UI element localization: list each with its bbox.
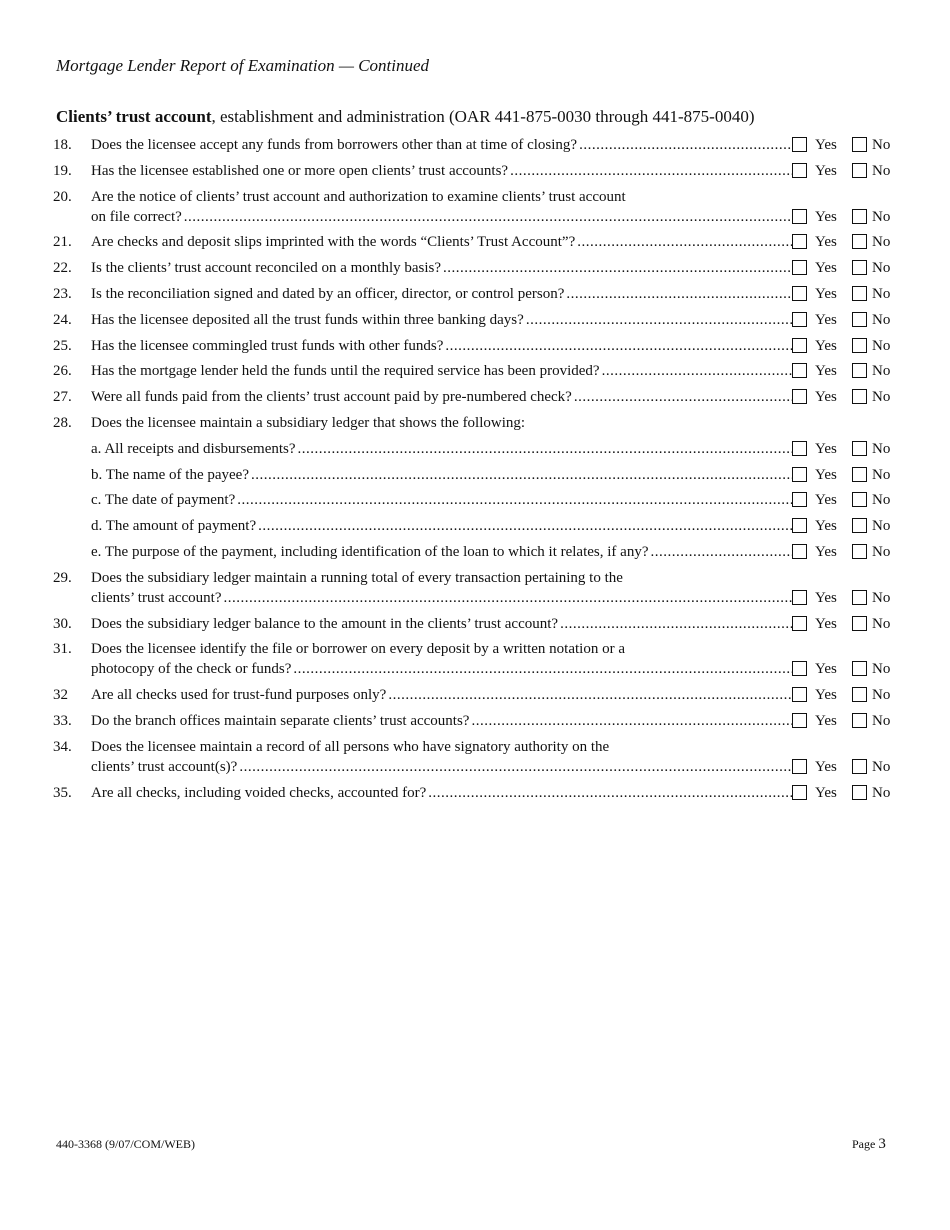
- checkbox-box[interactable]: [852, 616, 867, 631]
- question-row: [0, 491, 950, 509]
- dot-leader: [237, 491, 792, 509]
- question-text: [91, 660, 792, 678]
- question-text-line: Are all checks used for trust-fund purposes only?: [91, 687, 387, 704]
- question-text: [91, 362, 792, 380]
- yes-label: Yes: [815, 589, 837, 606]
- question-number: 23.: [53, 286, 72, 302]
- checkbox-box[interactable]: [852, 363, 867, 378]
- question-number: 26.: [53, 363, 72, 380]
- no-label: No: [872, 234, 891, 251]
- yes-label: Yes: [815, 389, 837, 406]
- no-label: No: [872, 286, 891, 302]
- checkbox-box[interactable]: [852, 312, 867, 327]
- yes-label: Yes: [815, 784, 837, 801]
- checkbox-box[interactable]: [852, 590, 867, 605]
- checkbox-box[interactable]: [852, 163, 867, 178]
- yes-label: Yes: [815, 234, 837, 251]
- question-number: 18.: [53, 137, 72, 153]
- no-label: No: [872, 208, 891, 225]
- checkbox-box[interactable]: [852, 518, 867, 533]
- question-text: [91, 569, 623, 587]
- yes-label: Yes: [815, 713, 837, 729]
- page-title: Mortgage Lender Report of Examination — Continued: [56, 56, 430, 75]
- no-label: No: [872, 311, 891, 328]
- checkbox-box[interactable]: [852, 441, 867, 456]
- checkbox-box[interactable]: [852, 338, 867, 353]
- checkbox-box[interactable]: [792, 234, 807, 249]
- checkbox-box[interactable]: [792, 661, 807, 676]
- question-row: [0, 543, 950, 561]
- no-label: No: [872, 389, 891, 406]
- yes-label: Yes: [815, 363, 837, 380]
- question-number: 19.: [53, 162, 72, 179]
- question-text: [91, 337, 792, 355]
- dot-leader: [510, 162, 792, 180]
- question-text-line: Does the subsidiary ledger balance to the amount in the clients’ trust account?: [91, 615, 559, 632]
- page-number-value: 3: [878, 1136, 886, 1152]
- checkbox-box[interactable]: [852, 209, 867, 224]
- question-text-line: Has the licensee deposited all the trust funds within three banking days?: [91, 311, 524, 328]
- yes-label: Yes: [815, 466, 837, 483]
- question-row: [0, 285, 950, 303]
- checkbox-box[interactable]: [792, 312, 807, 327]
- question-text: [91, 589, 792, 607]
- question-number: 33.: [53, 713, 72, 729]
- question-row: [0, 712, 950, 730]
- question-text: [91, 712, 792, 730]
- question-row: [0, 738, 950, 776]
- question-text: [91, 188, 626, 206]
- yes-label: Yes: [815, 337, 837, 354]
- checkbox-box[interactable]: [852, 759, 867, 774]
- question-text: [91, 466, 792, 484]
- yes-label: Yes: [815, 137, 837, 153]
- checkbox-box[interactable]: [792, 785, 807, 800]
- checkbox-box[interactable]: [852, 137, 867, 152]
- dot-leader: [239, 758, 792, 776]
- question-text: [91, 640, 625, 658]
- no-label: No: [872, 440, 891, 457]
- question-text: [91, 738, 609, 756]
- dot-leader: [251, 466, 792, 484]
- checkbox-box[interactable]: [792, 163, 807, 178]
- checkbox-box[interactable]: [792, 209, 807, 224]
- question-text-line: Does the licensee accept any funds from borrowers other than at time of closing?: [91, 137, 578, 153]
- checkbox-box[interactable]: [792, 713, 807, 728]
- question-text: [91, 440, 792, 458]
- question-text-line: on file correct?: [91, 208, 182, 225]
- no-label: No: [872, 162, 891, 179]
- question-text-line: Is the clients’ trust account reconciled on a monthly basis?: [91, 260, 442, 277]
- form-number: 440-3368 (9/07/COM/WEB): [56, 1137, 195, 1151]
- dot-leader: [428, 784, 792, 802]
- checkbox-box[interactable]: [792, 759, 807, 774]
- question-text-line: Is the reconciliation signed and dated by an officer, director, or control person?: [91, 286, 565, 302]
- section-heading-bold: Clients’ trust account: [56, 107, 212, 126]
- checkbox-box[interactable]: [792, 687, 807, 702]
- question-text: [91, 259, 792, 277]
- checkbox-box[interactable]: [792, 492, 807, 507]
- question-text: [91, 136, 792, 154]
- question-row: [0, 784, 950, 802]
- question-number: 28.: [53, 415, 72, 431]
- question-row: [0, 466, 950, 484]
- dot-leader: [293, 660, 792, 678]
- question-text: [91, 162, 792, 180]
- no-label: No: [872, 363, 891, 380]
- yes-label: Yes: [815, 440, 837, 457]
- question-text-line: Do the branch offices maintain separate clients’ trust accounts?: [91, 713, 470, 729]
- checkbox-box[interactable]: [852, 286, 867, 301]
- question-number: 34.: [53, 738, 72, 755]
- question-text: [91, 543, 792, 561]
- checkbox-box[interactable]: [792, 544, 807, 559]
- dot-leader: [471, 712, 792, 730]
- checkbox-box[interactable]: [852, 389, 867, 404]
- question-text: [91, 233, 792, 251]
- checkbox-box[interactable]: [792, 518, 807, 533]
- checkbox-box[interactable]: [792, 363, 807, 378]
- question-number: 20.: [53, 188, 72, 205]
- no-label: No: [872, 784, 891, 801]
- question-text: [91, 388, 792, 406]
- dot-leader: [566, 285, 792, 303]
- dot-leader: [579, 136, 792, 154]
- dot-leader: [577, 233, 792, 251]
- dot-leader: [184, 208, 792, 226]
- yes-label: Yes: [815, 260, 837, 277]
- question-number: 22.: [53, 260, 72, 277]
- yes-label: Yes: [815, 492, 837, 509]
- question-text-line: d. The amount of payment?: [91, 518, 257, 535]
- question-text: [91, 615, 792, 633]
- dot-leader: [443, 259, 792, 277]
- checkbox-box[interactable]: [852, 713, 867, 728]
- yes-label: Yes: [815, 286, 837, 302]
- question-row: [0, 259, 950, 277]
- no-label: No: [872, 687, 891, 704]
- yes-label: Yes: [815, 311, 837, 328]
- question-text-line: clients’ trust account?: [91, 589, 222, 606]
- page-number: [852, 1136, 886, 1153]
- question-text: [91, 517, 792, 535]
- question-number: 29.: [53, 569, 72, 586]
- checkbox-box[interactable]: [792, 137, 807, 152]
- question-row: [0, 311, 950, 329]
- no-label: No: [872, 137, 891, 153]
- checkbox-box[interactable]: [852, 234, 867, 249]
- question-text-line: e. The purpose of the payment, including identification of the loan to which it relates, if any?: [91, 544, 649, 560]
- question-text-line: Does the licensee maintain a subsidiary ledger that shows the following:: [91, 415, 526, 431]
- question-number: 31.: [53, 641, 72, 658]
- yes-label: Yes: [815, 615, 837, 632]
- question-row: [0, 686, 950, 704]
- question-number: 25.: [53, 337, 72, 354]
- no-label: No: [872, 615, 891, 632]
- question-text-line: a. All receipts and disbursements?: [91, 440, 296, 457]
- question-text-line: Are all checks, including voided checks, accounted for?: [91, 784, 427, 801]
- dot-leader: [445, 337, 792, 355]
- question-text-line: Does the licensee identify the file or borrower on every deposit by a written notation or a: [91, 641, 625, 658]
- question-text-line: c. The date of payment?: [91, 492, 236, 509]
- question-text-line: Are checks and deposit slips imprinted with the words “Clients’ Trust Account”?: [91, 234, 576, 251]
- question-number: 24.: [53, 311, 72, 328]
- question-row: [0, 388, 950, 406]
- question-text: [91, 491, 792, 509]
- question-text-line: clients’ trust account(s)?: [91, 758, 238, 775]
- dot-leader: [388, 686, 792, 704]
- dot-leader: [526, 311, 792, 329]
- yes-label: Yes: [815, 544, 837, 560]
- question-text: [91, 784, 792, 802]
- checkbox-box[interactable]: [852, 785, 867, 800]
- no-label: No: [872, 518, 891, 535]
- question-text: [91, 414, 525, 432]
- no-label: No: [872, 492, 891, 509]
- no-label: No: [872, 713, 891, 729]
- question-row: [0, 517, 950, 535]
- question-text: [91, 686, 792, 704]
- checkbox-box[interactable]: [792, 590, 807, 605]
- question-text-line: Has the licensee commingled trust funds with other funds?: [91, 337, 444, 354]
- checkbox-box[interactable]: [852, 260, 867, 275]
- checkbox-box[interactable]: [852, 492, 867, 507]
- question-number: 21.: [53, 234, 72, 251]
- dot-leader: [602, 362, 792, 380]
- yes-label: Yes: [815, 661, 837, 678]
- question-text-line: Were all funds paid from the clients’ trust account paid by pre-numbered check?: [91, 389, 572, 406]
- checkbox-box[interactable]: [852, 467, 867, 482]
- no-label: No: [872, 337, 891, 354]
- question-row: [0, 362, 950, 380]
- no-label: No: [872, 260, 891, 277]
- yes-label: Yes: [815, 162, 837, 179]
- question-number: 30.: [53, 615, 72, 632]
- checkbox-box[interactable]: [792, 441, 807, 456]
- dot-leader: [258, 517, 792, 535]
- checkbox-box[interactable]: [792, 286, 807, 301]
- no-label: No: [872, 544, 891, 560]
- question-row: [0, 414, 950, 432]
- question-text-line: Does the licensee maintain a record of all persons who have signatory authority on the: [91, 738, 610, 755]
- question-text: [91, 311, 792, 329]
- question-row: [0, 233, 950, 251]
- question-text: [91, 758, 792, 776]
- section-heading-rest: , establishment and administration (OAR 441-875-0030 through 441-875-0040): [211, 107, 755, 126]
- question-row: [0, 440, 950, 458]
- no-label: No: [872, 589, 891, 606]
- dot-leader: [560, 615, 792, 633]
- checkbox-box[interactable]: [792, 260, 807, 275]
- question-text-line: Are the notice of clients’ trust account and authorization to examine clients’ trust account: [91, 188, 626, 205]
- no-label: No: [872, 758, 891, 775]
- question-row: [0, 337, 950, 355]
- question-row: [0, 162, 950, 180]
- no-label: No: [872, 661, 891, 678]
- question-row: [0, 136, 950, 154]
- question-text-line: Does the subsidiary ledger maintain a running total of every transaction pertaining to the: [91, 569, 623, 586]
- dot-leader: [650, 543, 792, 561]
- checkbox-box[interactable]: [792, 467, 807, 482]
- question-text: [91, 285, 792, 303]
- yes-label: Yes: [815, 208, 837, 225]
- question-number: 35.: [53, 784, 72, 801]
- question-row: [0, 640, 950, 678]
- question-number: 27.: [53, 389, 72, 406]
- question-text-line: Has the mortgage lender held the funds until the required service has been provided?: [91, 363, 600, 380]
- yes-label: Yes: [815, 518, 837, 535]
- yes-label: Yes: [815, 758, 837, 775]
- question-number: 32: [53, 687, 68, 704]
- checkbox-box[interactable]: [792, 616, 807, 631]
- dot-leader: [574, 388, 792, 406]
- question-row: [0, 615, 950, 633]
- checkbox-box[interactable]: [792, 389, 807, 404]
- checkbox-box[interactable]: [852, 687, 867, 702]
- no-label: No: [872, 466, 891, 483]
- question-text-line: Has the licensee established one or more open clients’ trust accounts?: [91, 162, 509, 179]
- page-label: Page: [852, 1137, 876, 1151]
- section-heading: [56, 107, 754, 127]
- yes-label: Yes: [815, 687, 837, 704]
- question-text: [91, 208, 792, 226]
- checkbox-box[interactable]: [792, 338, 807, 353]
- dot-leader: [298, 440, 792, 458]
- checkbox-box[interactable]: [852, 661, 867, 676]
- question-row: [0, 188, 950, 226]
- question-row: [0, 569, 950, 607]
- question-text-line: b. The name of the payee?: [91, 466, 249, 483]
- dot-leader: [224, 589, 792, 607]
- checkbox-box[interactable]: [852, 544, 867, 559]
- question-text-line: photocopy of the check or funds?: [91, 661, 292, 678]
